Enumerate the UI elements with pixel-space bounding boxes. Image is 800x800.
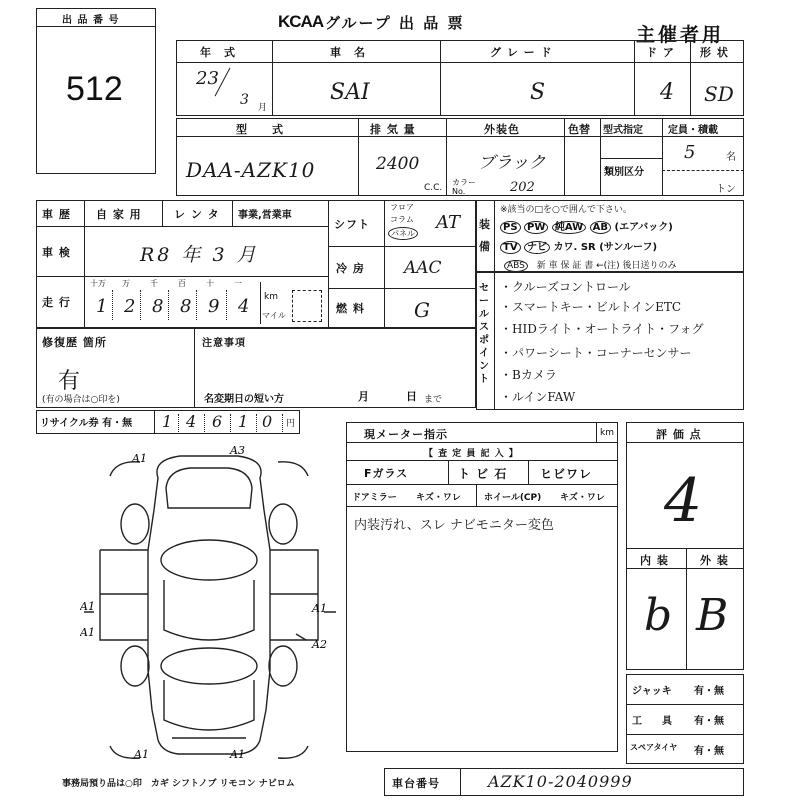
mileage-label: 走 行 [42, 296, 71, 309]
deadline-day: 日 [406, 390, 418, 403]
sales-point-3: ・パワーシート・コーナーセンサー [500, 346, 692, 360]
jack-value: 有・無 [694, 686, 724, 697]
spare-tire-value: 有・無 [694, 746, 724, 757]
footer-items: 事務局預り品は○印 カギ シフトノブ リモコン ナビロム [62, 779, 295, 789]
digit-header-2: 千 [150, 279, 158, 288]
sales-point-2: ・HIDライト・オートライト・フォグ [500, 322, 704, 336]
mirror-label: ドアミラー [352, 493, 397, 503]
ac-value: AAC [404, 258, 442, 278]
model-label: 型 式 [236, 123, 284, 136]
mileage-digit-4: 9 [208, 296, 220, 317]
equip-line2 [500, 238, 657, 253]
history-label: 車 歴 [42, 208, 71, 221]
exterior-score: B [696, 590, 729, 641]
equip-navi: ナビ [524, 241, 550, 254]
lot-number: 512 [66, 70, 123, 108]
cc-unit: C.C. [424, 183, 443, 193]
logo: KCAA [278, 12, 324, 31]
mirror-options: キズ・ワレ [416, 493, 461, 503]
mileage-digit-2: 8 [152, 296, 164, 317]
jack-label: ジャッキ [632, 686, 672, 697]
inspection-label: 車 検 [42, 246, 71, 259]
displacement-value: 2400 [376, 154, 420, 174]
form-title: グループ 出 品 票 [325, 14, 465, 32]
diagram-mark-a1-front-left: A1 [132, 452, 147, 465]
equip-leather: カワ. [553, 242, 578, 253]
diagram-mark-a1-rear-right: A1 [230, 748, 245, 761]
car-name-value: SAI [330, 80, 370, 105]
model-value: DAA-AZK10 [186, 158, 316, 182]
fuel-value: G [414, 298, 430, 322]
organizer-label: 主催者用 [636, 24, 725, 46]
glass-chip: ト ビ 石 [458, 467, 508, 481]
glass-crack: ヒビワレ [540, 467, 593, 481]
grade-value: S [530, 80, 546, 105]
meter-label: 現メーター指示 [364, 428, 448, 441]
glass-label: Fガラス [364, 467, 409, 480]
sales-point-4: ・Bカメラ [500, 368, 557, 382]
deadline-until: まで [424, 395, 443, 405]
repair-value: 有 [58, 369, 81, 394]
diagram-mark-a2-right: A2 [312, 638, 327, 651]
sales-point-5: ・ルインFAW [500, 390, 576, 404]
category-label: 類別区分 [604, 167, 644, 178]
recycle-digit-2: 6 [212, 412, 223, 431]
equip-ab-note: (エアバック) [614, 222, 673, 233]
mileage-digit-1: 2 [124, 296, 136, 317]
equip-ps: PS [500, 221, 521, 234]
year-label: 年 式 [200, 46, 236, 59]
recycle-label: リサイクル券 有・無 [40, 418, 133, 429]
deadline-month: 月 [358, 390, 370, 403]
fuel-label: 燃 料 [336, 302, 365, 315]
shift-panel: パネル [388, 227, 418, 240]
digit-header-3: 百 [178, 279, 186, 288]
equipment-note: ※該当の□を○で囲んで下さい。 [500, 205, 632, 215]
exterior-label: 外 装 [700, 554, 729, 567]
exterior-color-label: 外装色 [484, 123, 520, 136]
mileage-digit-0: 1 [96, 296, 108, 317]
equip-aw: 純AW [552, 221, 586, 234]
digit-header-1: 万 [122, 279, 130, 288]
wheel-options: キズ・ワレ [560, 493, 605, 503]
diagram-mark-a1-rear-left: A1 [134, 748, 149, 761]
spare-tire-label: スペアタイヤ [630, 743, 678, 752]
repair-label: 修復歴 箇所 [42, 336, 107, 349]
equip-sr-note: (サンルーフ) [599, 242, 658, 253]
month-unit: 月 [258, 103, 268, 113]
car-name-label: 車 名 [330, 46, 366, 59]
recycle-unit: 円 [286, 419, 296, 429]
shape-value: SD [704, 82, 734, 106]
diagram-mark-a1-left: A1 [80, 600, 95, 613]
lot-number-label: 出 品 番 号 [62, 15, 120, 26]
shift-floor: フロア [390, 203, 414, 212]
sales-point-1: ・スマートキー・ビルトインETC [500, 300, 682, 314]
digit-header-4: 十 [206, 279, 214, 288]
unit-km: km [264, 292, 278, 302]
chassis-value: AZK10-2040999 [488, 772, 633, 791]
digit-header-0: 十万 [90, 279, 106, 288]
door-label: ド ア [646, 46, 675, 59]
grade-label: グ レ ー ド [490, 46, 553, 59]
history-rental: レ ン タ [174, 208, 220, 221]
equip-abs: ABS [504, 260, 528, 272]
repair-note: (有の場合は○印を) [42, 395, 120, 405]
sales-points-label: セールスポイント [479, 283, 489, 385]
equip-ab: AB [590, 221, 611, 234]
overall-score: 4 [664, 466, 703, 536]
history-private: 自 家 用 [96, 208, 142, 221]
recycle-digit-4: 0 [262, 412, 273, 431]
shift-value: AT [436, 212, 461, 233]
shift-label: シフト [334, 218, 370, 231]
tools-label: 工 具 [632, 716, 672, 727]
inspector-comment: 内装汚れ、スレ ナビモニター変色 [354, 518, 554, 533]
equipment-label: 装備 [479, 218, 491, 253]
equip-sr: SR [580, 242, 596, 253]
exterior-color-value: ブラック [478, 153, 546, 173]
equip-warranty: 新 車 保 証 書 ←(注) 後日送りのみ [536, 261, 677, 271]
ton-unit: トン [716, 184, 736, 195]
inspector-title: 【 査 定 員 記 入 】 [424, 449, 519, 459]
tools-value: 有・無 [694, 716, 724, 727]
month-value: 3 [240, 92, 249, 108]
history-business: 事業,営業車 [238, 210, 292, 221]
diagram-mark-a1-right: A1 [312, 602, 327, 615]
notes-label: 注意事項 [202, 338, 246, 349]
door-value: 4 [660, 80, 674, 105]
inspection-value: R8 年 3 月 [140, 244, 259, 266]
color-no-value: 202 [510, 180, 535, 195]
interior-label: 内 装 [640, 554, 669, 567]
color-no-label: カラー No. [452, 178, 476, 196]
equip-tv: TV [500, 241, 521, 254]
shift-column: コラム [390, 215, 414, 224]
chassis-label: 車台番号 [392, 777, 440, 790]
sales-point-0: ・クルーズコントロール [500, 280, 631, 294]
equip-line3 [504, 258, 677, 271]
diagram-mark-a3-front-right: A3 [230, 444, 245, 457]
unit-mile: マイル [262, 311, 286, 320]
capacity-unit: 名 [726, 152, 736, 163]
deadline-label: 名変期日の短い方 [204, 394, 284, 405]
wheel-label: ホイール(CP) [484, 493, 542, 503]
shape-label: 形 状 [700, 46, 729, 59]
car-diagram [80, 440, 340, 770]
equip-line1 [500, 218, 673, 233]
capacity-value: 5 [684, 142, 696, 163]
year-value: 23 [196, 68, 219, 89]
equip-pw: PW [524, 221, 548, 234]
recycle-digit-1: 4 [186, 412, 197, 431]
meter-unit: km [600, 428, 614, 438]
recycle-digit-0: 1 [162, 412, 173, 431]
mileage-digit-5: 4 [238, 296, 250, 317]
score-label: 評 価 点 [656, 428, 702, 441]
recycle-digit-3: 1 [238, 412, 249, 431]
mileage-digit-3: 8 [180, 296, 192, 317]
interior-score: b [644, 590, 673, 641]
type-designation-label: 型式指定 [603, 125, 643, 136]
diagram-mark-a1-left-front: A1 [80, 626, 95, 639]
digit-header-5: 一 [234, 279, 242, 288]
capacity-label: 定員・積載 [668, 125, 718, 136]
color-change-label: 色替 [568, 123, 590, 136]
ac-label: 冷 房 [336, 262, 365, 275]
displacement-label: 排 気 量 [370, 123, 416, 136]
